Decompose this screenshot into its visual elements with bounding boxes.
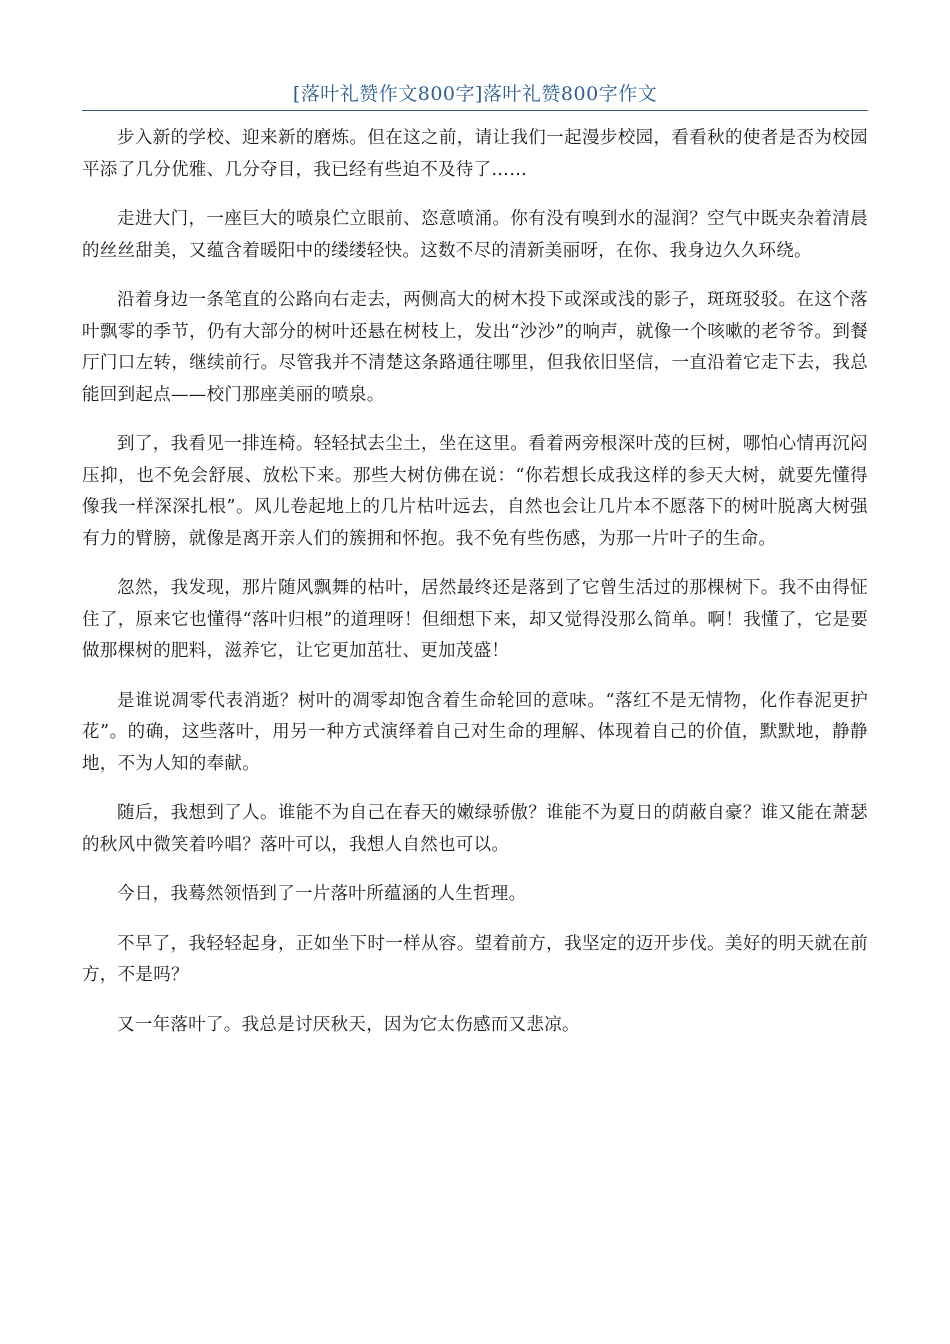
paragraph-3: 沿着身边一条笔直的公路向右走去，两侧高大的树木投下或深或浅的影子，斑斑驳驳。在这个落叶飘零的季节，仍有大部分的树叶还悬在树枝上，发出“沙沙”的响声，就像一个咳嗽的老爷爷。到餐厅门口左转，继续前行。尽管我并不清楚这条路通往哪里，但我依旧坚信，一直沿着它走下去，我总能回到起点——校门那座美丽的喷泉。 — [82, 290, 868, 405]
paragraph-6: 是谁说凋零代表消逝？树叶的凋零却饱含着生命轮回的意味。“落红不是无情物，化作春泥更护花”。的确，这些落叶，用另一种方式演绎着自己对生命的理解、体现着自己的价值，默默地，静静地，不为人知的奉献。 — [82, 690, 868, 774]
essay-body — [82, 123, 868, 1059]
paragraph-10: 又一年落叶了。我总是讨厌秋天，因为它太伤感而又悲凉。 — [117, 1014, 580, 1035]
paragraph-9: 不早了，我轻轻起身，正如坐下时一样从容。望着前方，我坚定的迈开步伐。美好的明天就在前方，不是吗？ — [82, 933, 868, 985]
paragraph-2: 走进大门，一座巨大的喷泉伫立眼前、恣意喷涌。你有没有嗅到水的湿润？空气中既夹杂着清晨的丝丝甜美，又蕴含着暖阳中的缕缕轻快。这数不尽的清新美丽呀，在你、我身边久久环绕。 — [82, 209, 868, 261]
paragraph-4: 到了，我看见一排连椅。轻轻拭去尘土，坐在这里。看着两旁根深叶茂的巨树，哪怕心情再沉闷压抑，也不免会舒展、放松下来。那些大树仿佛在说：“你若想长成我这样的参天大树，就要先懂得像我一样深深扎根”。风儿卷起地上的几片枯叶远去，自然也会让几片本不愿落下的树叶脱离大树强有力的臂膀，就像是离开亲人们的簇拥和怀抱。我不免有些伤感，为那一片叶子的生命。 — [82, 434, 868, 549]
document-title: [落叶礼赞作文800字]落叶礼赞800字作文 — [292, 83, 658, 105]
paragraph-8: 今日，我蓦然领悟到了一片落叶所蕴涵的人生哲理。 — [117, 884, 527, 904]
page-header — [82, 80, 868, 111]
paragraph-1: 步入新的学校、迎来新的磨炼。但在这之前，请让我们一起漫步校园，看看秋的使者是否为校园平添了几分优雅、几分夺目，我已经有些迫不及待了…… — [82, 128, 868, 180]
paragraph-5: 忽然，我发现，那片随风飘舞的枯叶，居然最终还是落到了它曾生活过的那棵树下。我不由得怔住了，原来它也懂得“落叶归根”的道理呀！但细想下来，却又觉得没那么简单。啊！我懂了，它是要做那棵树的肥料，滋养它，让它更加茁壮、更加茂盛！ — [82, 578, 868, 661]
paragraph-7: 随后，我想到了人。谁能不为自己在春天的嫩绿骄傲？谁能不为夏日的荫蔽自豪？谁又能在萧瑟的秋风中微笑着吟唱？落叶可以，我想人自然也可以。 — [82, 803, 868, 855]
